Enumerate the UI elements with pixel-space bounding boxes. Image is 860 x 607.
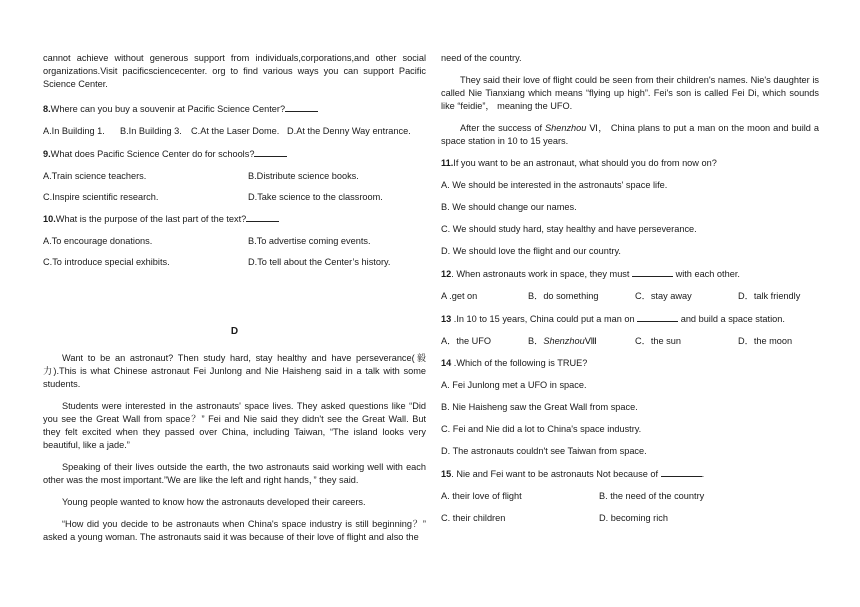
- q15-options-row2: [441, 512, 819, 525]
- answer-blank: [246, 212, 279, 222]
- passage-paragraph-7: [441, 122, 819, 148]
- option-c: C.Inspire scientific research.: [43, 192, 159, 202]
- option-b: B. the need of the country: [599, 491, 705, 501]
- option-a: A.In Building 1.: [43, 126, 105, 136]
- option-d: D．the moon: [738, 336, 793, 346]
- text-segment: Ⅷ: [584, 336, 597, 346]
- question-number: 11.: [441, 158, 454, 168]
- question-number: 8.: [43, 104, 51, 114]
- question-11: [441, 157, 819, 170]
- question-number: 15: [441, 469, 452, 479]
- passage-continuation: need of the country.: [441, 53, 522, 63]
- question-number: 13: [441, 314, 452, 324]
- option-b: B. We should change our names.: [441, 202, 577, 212]
- answer-blank: [637, 312, 678, 322]
- option-b: [528, 335, 635, 348]
- passage-paragraph-1: Want to be an astronaut? Then study hard, stay healthy and have perseverance(毅力).This is what Chinese astronaut Fei Junlong and Nie Haisheng said in a talk with some students.: [43, 353, 426, 389]
- option-c: C．stay away: [635, 291, 692, 301]
- question-9: [43, 147, 426, 161]
- question-text: and build a space station.: [678, 314, 785, 324]
- question-text: Where can you buy a souvenir at Pacific Science Center?: [50, 104, 286, 114]
- question-text: .: [701, 469, 705, 479]
- option-a: A．the UFO: [441, 336, 492, 346]
- q15-options-row1: [441, 490, 819, 503]
- text-segment: After the success of: [460, 123, 545, 133]
- passage-paragraph-3: Speaking of their lives outside the earth, the two astronauts said working well with each other was the most important.”We are like the left and right hands，” they said.: [43, 462, 426, 485]
- answer-blank: [661, 467, 702, 477]
- question-number: 9.: [43, 149, 51, 159]
- option-d: D. We should love the flight and our country.: [441, 246, 621, 256]
- q8-options: [43, 125, 426, 138]
- option-c: C. We should study hard, stay healthy and have perseverance.: [441, 224, 697, 234]
- q9-options-row1: [43, 170, 426, 183]
- option-a: A.To encourage donations.: [43, 236, 153, 246]
- option-d: D. becoming rich: [599, 513, 668, 523]
- option-a: A.Train science teachers.: [43, 171, 147, 181]
- answer-blank: [632, 267, 673, 277]
- q9-options-row2: [43, 191, 426, 204]
- question-15: [441, 467, 819, 481]
- left-column: [43, 52, 426, 544]
- option-b: B. Nie Haisheng saw the Great Wall from space.: [441, 402, 638, 412]
- question-text: If you want to be an astronaut, what should you do from now on?: [453, 158, 717, 168]
- question-number: 14: [441, 358, 452, 368]
- passage-paragraph-2: Students were interested in the astronauts' space lives. They asked questions like “Did you see the Great Wall from space？” Fei and Nie said they didn't see the Great Wall. But they felt excited when they passed over China, including Taiwan, “The island looks very beautiful, like a jade.”: [43, 401, 426, 450]
- option-d: D.At the Denny Way entrance.: [287, 126, 411, 136]
- right-column: [441, 52, 819, 525]
- option-a: A .get on: [441, 291, 478, 301]
- question-text: . When astronauts work in space, they must: [451, 269, 633, 279]
- q10-options-row1: [43, 235, 426, 248]
- question-text: What is the purpose of the last part of the text?: [55, 214, 247, 224]
- option-b: B.To advertise coming events.: [248, 236, 371, 246]
- option-c: C. Fei and Nie did a lot to China's space industry.: [441, 424, 642, 434]
- option-a: A. Fei Junlong met a UFO in space.: [441, 380, 587, 390]
- question-12: [441, 267, 819, 281]
- question-number: 10.: [43, 214, 56, 224]
- answer-blank: [285, 102, 318, 112]
- question-text: What does Pacific Science Center do for schools?: [50, 149, 255, 159]
- question-13: [441, 312, 819, 326]
- option-a: A. We should be interested in the astronauts' space life.: [441, 180, 668, 190]
- spacecraft-name: Shenzhou: [543, 336, 585, 346]
- option-d: D.To tell about the Center’s history.: [248, 257, 391, 267]
- option-b: B.Distribute science books.: [248, 171, 359, 181]
- spacecraft-name: Shenzhou: [544, 123, 587, 133]
- question-text: . Nie and Fei want to be astronauts Not because of: [451, 469, 661, 479]
- passage-paragraph-5: “How did you decide to be astronauts when China's space industry is still beginning？” asked a young woman. The astronauts said it was because of their love of flight and also the: [43, 519, 426, 542]
- option-c: C.At the Laser Dome.: [191, 126, 280, 136]
- q12-options: [441, 290, 819, 303]
- option-d: D.Take science to the classroom.: [248, 192, 383, 202]
- option-b: B.In Building 3.: [120, 126, 182, 136]
- option-d: D. The astronauts couldn't see Taiwan from space.: [441, 446, 647, 456]
- question-text: .In 10 to 15 years, China could put a man on: [451, 314, 638, 324]
- option-letter: B．: [528, 336, 544, 346]
- option-d: D．talk friendly: [738, 291, 801, 301]
- option-b: B．do something: [528, 291, 599, 301]
- section-title: D: [230, 326, 239, 337]
- question-text: with each other.: [673, 269, 740, 279]
- text-segment: Ⅵ， China plans to put a man on the moon and build a space station in 10 to 15 years.: [441, 123, 819, 146]
- answer-blank: [254, 147, 287, 157]
- option-c: C. their children: [441, 513, 506, 523]
- q10-options-row2: [43, 256, 426, 269]
- option-a: A. their love of flight: [441, 491, 522, 501]
- option-c: C.To introduce special exhibits.: [43, 257, 170, 267]
- intro-paragraph: cannot achieve without generous support from individuals,corporations,and other social organizations.Visit pacificsciencecenter. org to find various ways you can support Pacific Science Center.: [43, 53, 426, 89]
- question-8: [43, 102, 426, 116]
- question-10: [43, 212, 426, 226]
- passage-paragraph-6: They said their love of flight could be seen from their children's names. Nie's daughter is called Nie Tianxiang which means “flying up high”. Fei's son is called Fei Di, which sounds like “feidie”， meaning the UFO.: [441, 75, 819, 111]
- question-number: 12: [441, 269, 452, 279]
- question-14: [441, 357, 819, 370]
- passage-paragraph-4: Young people wanted to know how the astronauts developed their careers.: [62, 497, 366, 507]
- option-c: C．the sun: [635, 336, 681, 346]
- question-text: .Which of the following is TRUE?: [451, 358, 588, 368]
- q13-options: [441, 335, 819, 348]
